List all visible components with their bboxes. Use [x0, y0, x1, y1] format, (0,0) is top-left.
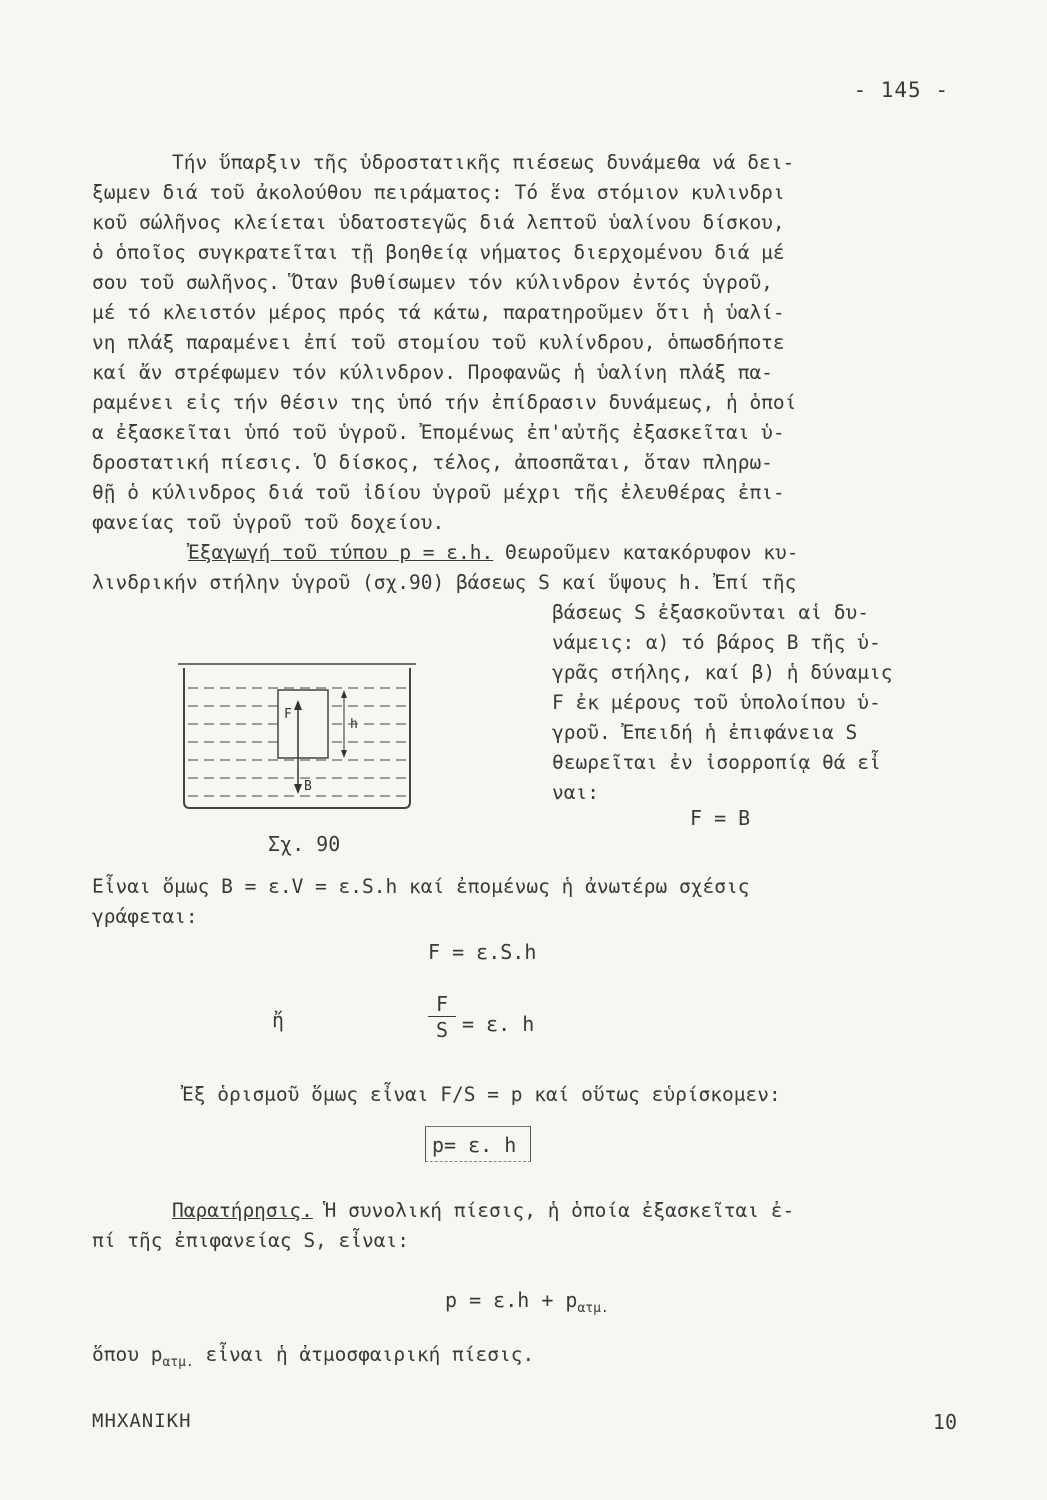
subscript-atm: ατμ. [577, 1301, 609, 1316]
text-line: γρᾶς στήλης, καί β) ἡ δύναμις [552, 661, 893, 684]
text-line: F ἐκ μέρους τοῦ ὑπολοίπου ὑ- [552, 691, 881, 714]
equation-fraction-rhs: = ε. h [462, 1012, 535, 1036]
text-line: πί τῆς ἐπιφανείας S, εἶναι: [92, 1229, 409, 1252]
text-line: ναι: [552, 781, 599, 804]
footer-title: ΜΗΧΑΝΙΚΗ [92, 1410, 192, 1432]
text-line: λινδρικήν στήλην ὑγροῦ (σχ.90) βάσεως S καί ὕψους h. Ἐπί τῆς [92, 571, 797, 594]
paragraph-remark [92, 1196, 960, 1256]
text-line: Εἶναι ὅμως B = ε.V = ε.S.h καί ἐπομένως ἡ ἀνωτέρω σχέσις [92, 875, 750, 898]
text-line: α ἐξασκεῖται ὑπό τοῦ ὑγροῦ. Ἐπομένως ἐπ'αὐτῆς ἐξασκεῖται ὑ- [92, 421, 785, 444]
text-line: καί ἄν στρέφωμεν τόν κύλινδρον. Προφανῶς ἡ ὑαλίνη πλάξ πα- [92, 361, 773, 384]
text-line: θῇ ὁ κύλινδρος διά τοῦ ἰδίου ὑγροῦ μέχρι τῆς ἐλευθέρας ἐπι- [92, 481, 785, 504]
figure-label-h: h [350, 717, 358, 732]
text-line: μέ τό κλειστόν μέρος πρός τά κάτω, παρατηροῦμεν ὅτι ἡ ὑαλί- [92, 301, 785, 324]
text-line: Ἐξ ὁρισμοῦ ὅμως εἶναι F/S = p καί οὕτως εὑρίσκομεν: [182, 1083, 781, 1106]
text-line: Ἡ συνολική πίεσις, ἡ ὁποία ἐξασκεῖται ἐ- [324, 1199, 795, 1222]
text-line: ραμένει εἰς τήν θέσιν της ὑπό τήν ἐπίδρασιν δυνάμεως, ἡ ὁποί [92, 391, 797, 414]
fraction-denominator: S [435, 1018, 449, 1042]
text-line: νη πλάξ παραμένει ἐπί τοῦ στομίου τοῦ κυλίνδρου, ὁπωσδήποτε [92, 331, 785, 354]
equation-f-equals-b: F = B [690, 806, 751, 830]
text-line: κοῦ σώλῆνος κλείεται ὑδατοστεγῶς διά λεπτοῦ ὑαλίνου δίσκου, [92, 211, 785, 234]
equation-f-esh: F = ε.S.h [428, 940, 537, 964]
figure-label-f: F [284, 707, 292, 722]
equation-or: ἤ [272, 1008, 285, 1032]
figure-caption: Σχ. 90 [268, 832, 341, 856]
text-line: Θεωροῦμεν κατακόρυφον κυ- [505, 541, 799, 564]
equation-total-pressure: $p = \varepsilon.h + p_{\alpha\tau\mu.}$ [445, 1288, 609, 1316]
text-line: ξωμεν διά τοῦ ἀκολούθου πειράματος: Τό ἕνα στόμιον κυλινδρι [92, 181, 785, 204]
paragraph-definition [92, 1080, 960, 1110]
figure-label-b: B [304, 779, 312, 794]
text-line: βάσεως S ἐξασκοῦνται αἱ δυ- [552, 601, 869, 624]
paragraph-substitution [92, 872, 960, 932]
text-line: ὁ ὁποῖος συγκρατεῖται τῇ βοηθείᾳ νήματος διερχομένου διά μέ [92, 241, 785, 264]
paragraph-where: ὅπου $p_{\alpha\tau\mu.}$ εἶναι ἡ ἀτμοσφαιρική πίεσις. [92, 1343, 535, 1370]
figure-cylinder-diagram [172, 660, 422, 810]
text-line: θεωρεῖται ἐν ἰσορροπίᾳ θά εἶ [552, 751, 881, 774]
page-number: - 145 - [853, 78, 949, 102]
text-line: γροῦ. Ἐπειδή ἡ ἐπιφάνεια S [552, 721, 858, 744]
equation-boxed-result: p= ε. h [425, 1126, 531, 1162]
fraction-f-over-s [428, 992, 456, 1043]
fraction-numerator: F [428, 992, 456, 1017]
subscript-atm: ατμ. [162, 1354, 194, 1370]
paragraph-derivation [92, 538, 960, 598]
section-heading: Ἐξαγωγή τοῦ τύπου p = ε.h. [188, 541, 494, 564]
text-line: φανείας τοῦ ὑγροῦ τοῦ δοχείου. [92, 511, 445, 534]
text-line: σου τοῦ σωλῆνος. Ὅταν βυθίσωμεν τόν κύλινδρον ἐντός ὑγροῦ, [92, 271, 773, 294]
text-line: γράφεται: [92, 905, 198, 928]
paragraph-derivation-right [552, 598, 962, 808]
liquid-column [278, 690, 328, 758]
text-line: νάμεις: α) τό βάρος B τῆς ὑ- [552, 631, 881, 654]
paragraph-intro [92, 148, 960, 538]
text-line: δροστατική πίεσις. Ὁ δίσκος, τέλος, ἀποσπᾶται, ὅταν πληρω- [92, 451, 773, 474]
footer-page-number: 10 [932, 1410, 957, 1434]
remark-heading: Παρατήρησις. [172, 1199, 313, 1222]
text-line: Τήν ὕπαρξιν τῆς ὑδροστατικῆς πιέσεως δυνάμεθα νά δει- [172, 151, 795, 174]
